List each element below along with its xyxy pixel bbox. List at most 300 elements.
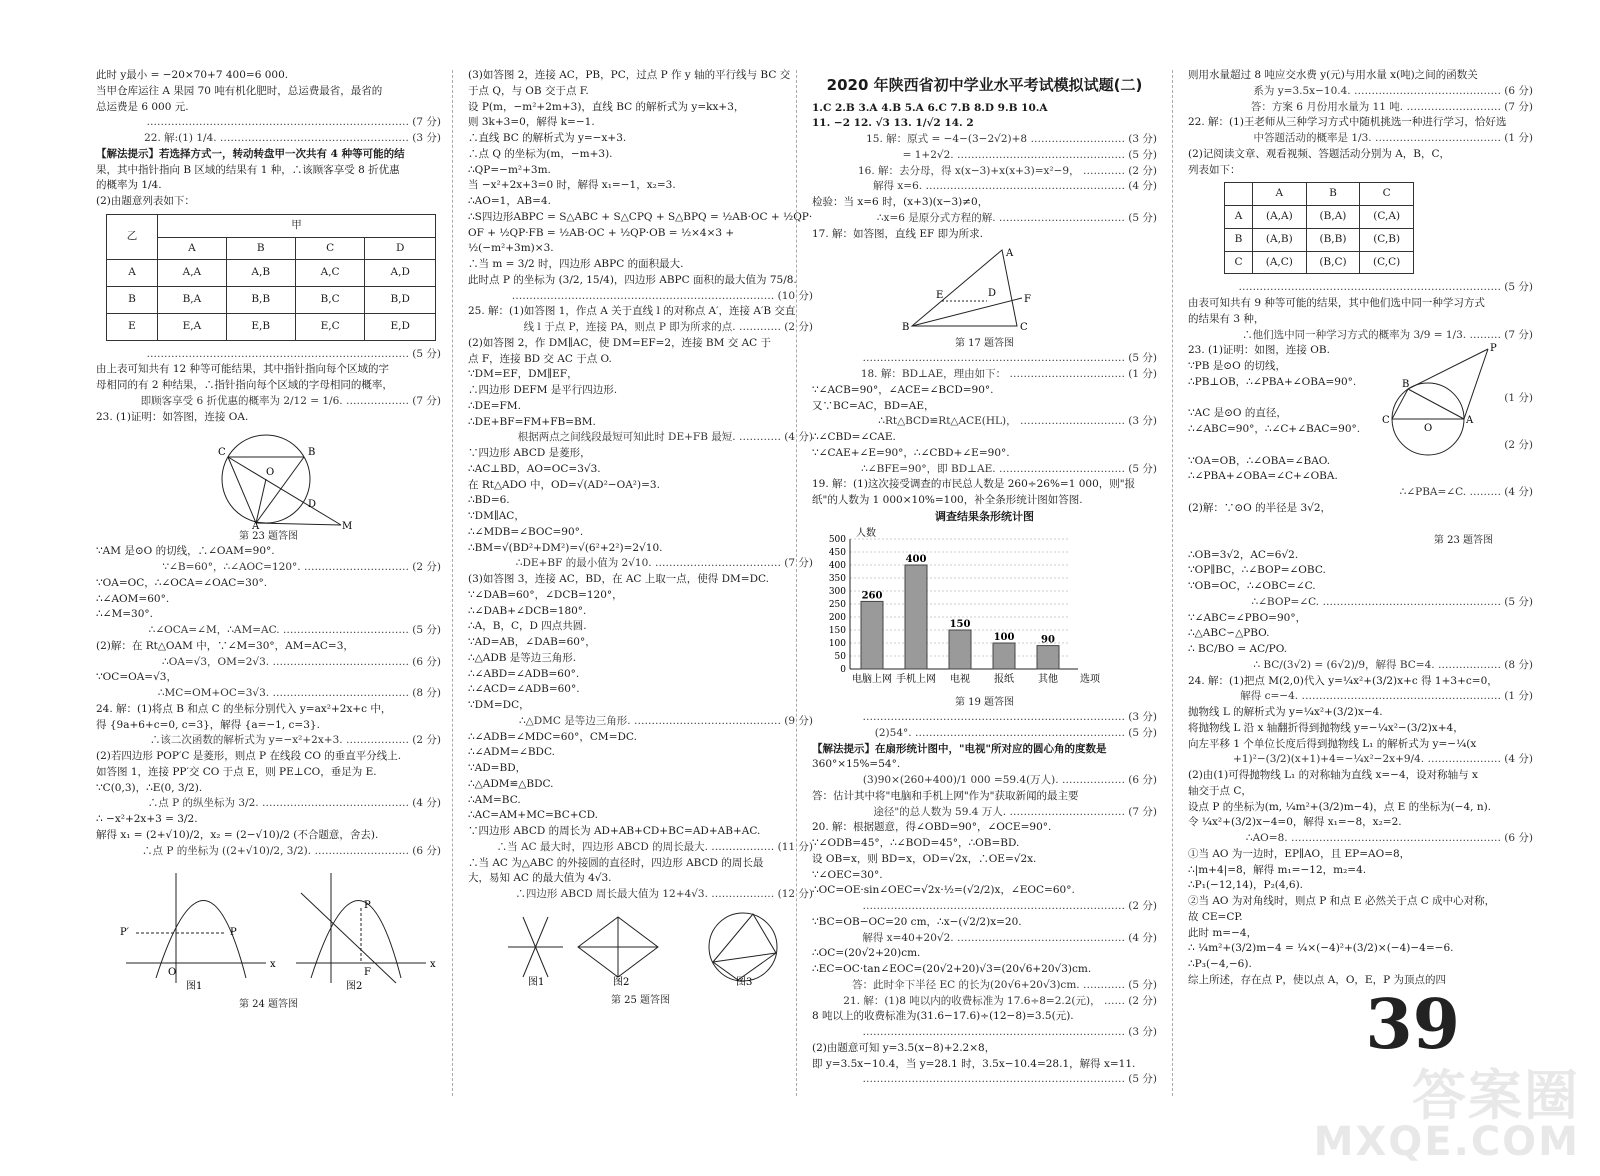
table-q22-col4 (1224, 182, 1414, 274)
table-header (1225, 183, 1253, 206)
text-line: ∵∠CAE+∠E=90°，∴∠CBD+∠E=90°. (812, 446, 1010, 459)
text-line: ∴PB⊥OB，∴∠PBA+∠OBA=90°. (1188, 375, 1357, 388)
table-cell: A,B (226, 260, 295, 287)
text-line: ………………………………………………………………… (5 分) (862, 1073, 1157, 1086)
text-line: ∴△ADB 是等边三角形. (468, 651, 577, 664)
geometry-diagrams (468, 907, 808, 987)
y-axis-label: 人数 (856, 528, 876, 540)
table-header: C (295, 237, 365, 260)
text-line: ∴当 AC 最大时，四边形 ABCD 的周长最大. ……………… (11 分) (496, 840, 813, 853)
text-line: 16. 解：去分母，得 x(x−3)+x(x+3)=x²−9， ………… (2 分) (858, 164, 1157, 177)
svg-text:M: M (342, 521, 353, 533)
text-line: +1)²−(3/2)(x+1)+4=−¼x²−2x+9/4. ………………… (4 分) (1233, 753, 1533, 766)
col4-lines-a (1188, 68, 1533, 178)
table-cell: B,A (158, 287, 227, 314)
table-cell: A,A (158, 260, 227, 287)
svg-text:P: P (230, 927, 237, 939)
y-tick-label: 450 (828, 548, 846, 559)
table-row (1225, 206, 1414, 229)
table-q22 (106, 214, 436, 341)
watermark-logo: 答案圈 (1412, 1064, 1580, 1127)
text-line: ∴EC=OC·tan∠EOC=(20√2+20)√3=(20√6+20√3)cm. (812, 963, 1092, 975)
text-line: ①当 AO 为一边时，EP∥AO，且 EP=AO=8， (1188, 847, 1411, 860)
text-line: 的结果有 3 种， (1188, 312, 1265, 325)
text-line: 【解法提示】在扇形统计图中，"电视"所对应的圆心角的度数是 (812, 742, 1107, 755)
text-line: 综上所述，存在点 P，使以点 A，O，E，P 为顶点的四 (1188, 973, 1446, 986)
table-cell: (A,A) (1253, 206, 1307, 229)
text-line: 17. 解：如答图，直线 EF 即为所求. (812, 227, 983, 240)
text-line: 【解法提示】若选择方式一，转动转盘甲一次共有 4 种等可能的结 (96, 147, 405, 160)
text-line: ∴点 P 的纵坐标为 3/2. …………………………………… (4 分) (147, 797, 441, 810)
col3-lines-b (812, 351, 1157, 509)
figure-q23-circle (96, 429, 441, 539)
text-line: 答：方案 6 月份用水量为 11 吨. ……………………… (7 分) (1250, 100, 1533, 113)
text-line: 当 −x²+2x+3=0 时，解得 x₁=−1，x₂=3. (468, 179, 676, 192)
bar (905, 565, 927, 669)
text-line: 得 {9a+6+c=0, c=3}，解得 {a=−1, c=3}. (96, 718, 320, 731)
svg-text:B: B (902, 322, 910, 334)
text-line: ∴∠OCA=∠M，∴AM=AC. ……………………………… (5 分) (148, 624, 441, 636)
text-line: 19. 解：(1)这次接受调查的市民总人数是 260÷26%=1 000，则"报 (812, 478, 1136, 491)
table-cell: B,B (226, 287, 295, 314)
page-number: 39 (1365, 985, 1460, 1065)
text-line: 线 l 于点 P，连接 PA，则点 P 即为所求的点. ………… (2 分) (523, 321, 813, 333)
text-line: 22. 解：(1)王老师从三种学习方式中随机挑选一种进行学习，恰好选 (1188, 116, 1507, 129)
y-tick-label: 300 (828, 587, 846, 598)
text-line: ∴∠BFE=90°，即 BD⊥AE. ……………………………… (5 分) (861, 462, 1157, 475)
text-line: ………………………………………………………………… (3 分) (862, 1026, 1157, 1038)
svg-text:F: F (1024, 294, 1031, 306)
text-line: 则 3k+3=0，解得 k=−1. (468, 116, 595, 129)
bar (1037, 646, 1059, 669)
text-line: (3)如答图 2，连接 AC，PB，PC，过点 P 作 y 轴的平行线与 BC 交 (468, 69, 791, 81)
text-line: 则用水量超过 8 吨应交水费 y(元)与用水量 x(吨)之间的函数关 (1188, 69, 1478, 81)
text-line: 于点 Q，与 OB 交于点 F. (468, 84, 589, 97)
text-line: 此时 m=−4， (1188, 926, 1258, 939)
text-line: ∴他们选中同一种学习方式的概率为 3/9 = 1/3. ……… (7 分) (1242, 328, 1533, 341)
text-line: (3)90×(260+400)/1 000 =59.4(万人). ……………… (6 分) (862, 774, 1157, 786)
text-line: 20. 解：根据题意，得∠OBD=90°，∠OCE=90°. (812, 821, 1052, 834)
text-line: 中答题活动的概率是 1/3. ……………………………… (1 分) (1253, 132, 1533, 144)
text-line: 由上表可知共有 12 种等可能结果，其中指针指向每个区域的字 (96, 363, 390, 376)
text-line: ∴x=6 是原分式方程的解. ……………………………… (5 分) (876, 211, 1157, 224)
category-label: 电脑上网 (852, 674, 892, 686)
text-line: ∵AD=BD， (468, 762, 527, 774)
table-cell: E,D (365, 313, 436, 340)
text-line: ∵OA=OC，∴∠OCA=∠OAC=30°. (96, 576, 268, 589)
text-line: ∵DM∥AC， (468, 510, 525, 522)
y-tick-label: 150 (828, 626, 846, 637)
text-line: 在 Rt△ADO 中，OD=√(AD²−OA²)=3. (468, 478, 660, 491)
svg-text:C: C (218, 447, 226, 459)
svg-text:F: F (364, 967, 371, 979)
figure-q24 (96, 863, 441, 993)
table-header: D (365, 237, 436, 260)
column-4 (1188, 68, 1533, 989)
text-line: ………………………………………………………………… (3 分) (862, 711, 1157, 723)
text-line: 360°×15%=54°. (812, 758, 901, 771)
text-line: 如答图 1，连接 PP′交 CO 于点 E，则 PE⊥CO，垂足为 E. (96, 765, 377, 778)
text-line: 设 OB=x，则 BD=x，OD=√2x，∴OE=√2x. (812, 852, 1037, 865)
table-cell: (B,B) (1306, 228, 1360, 251)
table-cell: E,B (226, 313, 295, 340)
text-line: ∴△ADM≌△BDC. (468, 777, 554, 790)
category-label: 手机上网 (896, 674, 936, 686)
text-line: ∵∠OEC=30°. (812, 868, 883, 881)
text-line: 解得 x=40+20√2. ………………………………………… (4 分) (862, 931, 1157, 944)
text-line: ∵BC=OB−OC=20 cm，∴x−(√2/2)x=20. (812, 915, 1022, 928)
svg-text:x: x (270, 959, 276, 971)
text-line: 母相同的有 2 种结果，∴指针指向每个区域的字母相同的概率， (96, 379, 393, 391)
text-line: ∵OC=OA=√3， (96, 671, 177, 684)
text-line: ∴ BC/(3√2) = (6√2)/9，解得 BC=4. ……………… (8 分) (1253, 658, 1533, 671)
x-axis-label: 选项 (1080, 674, 1100, 686)
text-line: 故 CE=CP. (1188, 910, 1243, 923)
table-cell: A (107, 260, 158, 287)
text-line: ∵∠B=60°，∴∠AOC=120°. ………………………… (2 分) (162, 561, 441, 573)
svg-text:B: B (308, 447, 316, 459)
svg-text:D: D (988, 288, 997, 300)
col3-lines-c (812, 710, 1157, 1088)
text-line: ∴△ABC∽△PBO. (1188, 627, 1270, 640)
y-tick-label: 200 (828, 613, 846, 624)
text-line: ∵∠DAB=60°，∠DCB=120°， (468, 588, 623, 601)
table-header: A (158, 237, 227, 260)
y-tick-label: 400 (828, 561, 846, 572)
table-corner: 乙 (107, 214, 158, 260)
text-line: ………………………………………………………………… (5 分) (146, 347, 441, 360)
y-tick-label: 0 (840, 665, 846, 676)
text-line: ∴∠BOP=∠C. …………………………………………… (5 分) (1251, 595, 1533, 608)
bar (949, 630, 971, 669)
text-line: 此时点 P 的坐标为 (3/2, 15/4)，四边形 ABPC 面积的最大值为 75/8. (468, 273, 797, 286)
text-line: ∵OA=OB，∴∠OBA=∠BAO. (1188, 454, 1331, 467)
table-cell: A,D (365, 260, 436, 287)
text-line: ∴S四边形ABPC = S△ABC + S△CPQ + S△BPQ = ½AB·OC + ½QP· (468, 210, 813, 223)
text-line: ∴四边形 ABCD 周长最大值为 12+4√3. ……………… (12 分) (515, 888, 813, 900)
y-tick-label: 500 (828, 535, 846, 546)
text-line: 根据两点之间线段最短可知此时 DE+FB 最短. ………… (4 分) (517, 431, 813, 444)
text-line: 抛物线 L 的解析式为 y=¼x²+(3/2)x−4. (1188, 706, 1383, 718)
text-line: ∵AM 是⊙O 的切线，∴∠OAM=90°. (96, 545, 275, 558)
category-label: 其他 (1038, 674, 1058, 686)
text-line: 将抛物线 L 沿 x 轴翻折得到抛物线 y=−¼x²−(3/2)x+4， (1188, 721, 1464, 734)
table-cell: A,C (295, 260, 365, 287)
column-2 (468, 68, 813, 1008)
text-line: 此时 y最小 = −20×70+7 400=6 000. (96, 69, 289, 81)
text-line: ∴P₁(−12,14)，P₂(4,6). (1188, 879, 1304, 892)
text-line: ∵∠ODB=45°，∴∠BOD=45°，∴OB=BD. (812, 837, 1020, 849)
table-cell: B,D (365, 287, 436, 314)
text-line: 向左平移 1 个单位长度后得到抛物线 L₁ 的解析式为 y=−¼(x (1188, 737, 1477, 750)
svg-text:A: A (1006, 248, 1014, 260)
text-line: ∵OP∥BC，∴∠BOP=∠OBC. (1188, 564, 1326, 577)
text-line: 由表可知共有 9 种等可能的结果，其中他们选中同一种学习方式 (1188, 297, 1485, 309)
data-label: 100 (993, 632, 1015, 644)
text-line: ∴DE+BF 的最小值为 2√10. ……………………………… (7 分) (515, 557, 813, 570)
table-cell: (A,B) (1253, 228, 1307, 251)
figure-q25 (468, 907, 813, 989)
text-line: ∴△DMC 是等边三角形. …………………………………… (9 分) (518, 714, 813, 727)
text-line: 8 吨以上的收费标准为(31.6−17.6)÷(12−8)=3.5(元). (812, 1010, 1074, 1023)
data-label: 90 (1041, 634, 1055, 646)
y-tick-label: 50 (834, 652, 846, 663)
text-line: ∴OC=OE·sin∠OEC=√2x·½=(√2/2)x，∠EOC=60°. (812, 884, 1075, 897)
text-line: 18. 解：BD⊥AE，理由如下： …………………………… (1 分) (860, 368, 1157, 380)
col1-mid-lines (96, 347, 441, 426)
text-line: 23. (1)证明：如答图，连接 OA. (96, 410, 249, 423)
table-header: A (1253, 183, 1307, 206)
fig19-caption: 第 19 题答图 (954, 697, 1015, 708)
table-row (1225, 228, 1414, 251)
svg-text:A: A (1466, 414, 1474, 426)
fig23-col4-caption: 第 23 题答图 (1433, 534, 1493, 546)
text-line: (1 分) (1504, 391, 1533, 404)
svg-text:P: P (1490, 342, 1497, 354)
text-line: ∴DE+BF=FM+FB=BM. (468, 415, 596, 428)
text-line: ∴OA=√3，OM=2√3. ………………………………… (6 分) (162, 655, 441, 668)
text-line: 点 F，连接 BD 交 AC 于点 O. (468, 352, 612, 365)
figure-q17 (812, 246, 1157, 332)
bar (993, 643, 1015, 669)
data-label: 150 (949, 619, 971, 631)
text-line: ∴∠PBA+∠OBA=∠C+∠OBA. (1188, 470, 1338, 483)
text-line: ∴直线 BC 的解析式为 y=−x+3. (468, 132, 627, 144)
parabola-diagrams (96, 863, 436, 991)
text-line: ∴AC=AM+MC=BC+CD. (468, 809, 598, 822)
table-header: B (1306, 183, 1360, 206)
text-line: (2)由题意可知 y=3.5(x−8)+2.2×8， (812, 1041, 996, 1054)
table-header: C (1360, 183, 1414, 206)
text-line: ∴∠ADM=∠BDC. (468, 746, 555, 759)
fig17-caption: 第 17 题答图 (954, 338, 1015, 350)
text-line: (2)若四边形 POP′C 是菱形，则点 P 在线段 CO 的垂直平分线上. (96, 750, 402, 762)
text-line: ∴∠DAB+∠DCB=180°. (468, 604, 587, 617)
chart-title: 调查结果条形统计图 (935, 509, 1034, 523)
text-line: 即顾客享受 6 折优惠的概率为 2/12 = 1/6. ……………… (7 分) (140, 394, 441, 407)
circle-tangent-diagram (1378, 341, 1498, 461)
text-line: ∵OB=OC，∴∠OBC=∠C. (1188, 580, 1316, 592)
table-cell: (A,C) (1253, 251, 1307, 274)
fig25-caption: 第 25 题答图 (610, 994, 671, 1006)
y-tick-label: 100 (828, 639, 846, 650)
text-line: ………………………………………………………………… (5 分) (1238, 281, 1533, 294)
text-line: 设 P(m，−m²+2m+3)，直线 BC 的解析式为 y=kx+3， (468, 100, 745, 113)
text-line: 系为 y=3.5x−10.4. …………………………………… (6 分) (1253, 84, 1533, 97)
text-line: ∴∠M=30°. (96, 608, 153, 621)
text-line: ∴A，B，C，D 四点共圆. (468, 620, 587, 633)
text-line: ∵DM=DC， (468, 699, 530, 711)
data-label: 260 (861, 590, 883, 602)
text-line: ………………………………………………………………… (10 分) (511, 289, 813, 302)
fig25-sub3: 图3 (736, 976, 753, 988)
text-line: (2)解：∵⊙O 的半径是 3√2， (1188, 501, 1332, 514)
text-line: ∴∠AOM=60°. (96, 592, 170, 605)
text-line: 解得 x=6. ………………………………………………… (4 分) (873, 180, 1157, 193)
text-line: ∴BM=√(BD²+DM²)=√(6²+2²)=2√10. (468, 541, 663, 554)
text-line: ∴∠CBD=∠CAE. (812, 431, 896, 443)
table-cell: E,A (158, 313, 227, 340)
col1-bottom-lines (96, 544, 441, 859)
text-line: ∴MC=OM+OC=3√3. ………………………………… (8 分) (157, 687, 441, 699)
y-tick-label: 350 (828, 574, 846, 585)
text-line: (2)解：在 Rt△OAM 中，∵∠M=30°，AM=AC=3， (96, 639, 354, 652)
text-line: ∴当 m = 3/2 时，四边形 ABPC 的面积最大. (468, 258, 684, 270)
text-line: ∴∠MDB=∠BOC=90°. (468, 525, 584, 538)
text-line: 轴交于点 C， (1188, 784, 1252, 797)
text-line: (2)由(1)可得抛物线 L₁ 的对称轴为直线 x=−4，设对称轴与 x (1188, 769, 1478, 781)
answers-fill: 11. −2 12. √3 13. 1/√2 14. 2 (812, 117, 974, 130)
text-line: 列表如下： (1188, 163, 1241, 176)
category-label: 电视 (950, 674, 970, 686)
text-line: 22. 解:(1) 1/4. ……………………………………………… (3 分) (144, 132, 441, 144)
text-line: ∵四边形 ABCD 是菱形， (468, 447, 591, 459)
text-line: ∵AC 是⊙O 的直径， (1188, 407, 1287, 420)
text-line: ½(−m²+3m)×3. (468, 242, 554, 255)
text-line: ………………………………………………………………… (7 分) (146, 116, 441, 129)
text-line: ∴∠ABD=∠ADB=60°. (468, 667, 580, 680)
text-line: 令 ¼x²+(3/2)x−4=0，解得 x₁=−8，x₂=2. (1188, 816, 1402, 829)
text-line: ∵∠ABC=∠PBO=90°， (1188, 611, 1307, 624)
table-row (1225, 251, 1414, 274)
text-line: 检验：当 x=6 时，(x+3)(x−3)≠0， (812, 196, 989, 208)
table-cell: A (1225, 206, 1253, 229)
text-line: ∵四边形 ABCD 的周长为 AD+AB+CD+BC=AD+AB+AC. (468, 825, 761, 837)
table-cell: (C,B) (1360, 228, 1414, 251)
text-line: ∴Rt△BCD≌Rt△ACE(HL)， ………………………… (3 分) (878, 415, 1157, 428)
text-line: ∴∠PBA=∠C. ……… (4 分) (1399, 486, 1533, 498)
text-line: 答：此时伞下半径 EC 的长为(20√6+20√3)cm. ………… (5 分) (852, 978, 1157, 991)
svg-text:P′: P′ (120, 927, 129, 939)
svg-text:D: D (308, 499, 317, 511)
text-line: ∴AO=8. …………………………………………………… (6 分) (1245, 832, 1533, 844)
svg-text:O: O (266, 467, 275, 479)
text-line: ∴AC⊥BD，AO=OC=3√3. (468, 462, 601, 475)
table-cell: E (107, 313, 158, 340)
table-cell: (C,A) (1360, 206, 1414, 229)
y-tick-label: 250 (828, 600, 846, 611)
text-line: ∴当 AC 为△ABC 的外接圆的直径时，四边形 ABCD 的周长最 (468, 856, 764, 869)
fig25-sub2: 图2 (613, 976, 630, 988)
fig24-sub1: 图1 (186, 981, 203, 993)
column-3 (812, 68, 1157, 1088)
text-line: (3)如答图 3，连接 AC，BD，在 AC 上取一点，使得 DM=DC. (468, 573, 769, 585)
text-line: 又∵BC=AC，BD=AE， (812, 399, 935, 412)
text-line: OF + ½QP·FB = ½AB·OC + ½QP·OB = ½×4×3 + (468, 226, 735, 239)
text-line: ∴ BC/BO = AC/PO. (1188, 643, 1288, 655)
text-line: ②当 AO 为对角线时，则点 P 和点 E 必然关于点 C 成中心对称， (1188, 895, 1496, 907)
fig24-caption: 第 24 题答图 (238, 999, 299, 1011)
text-line: (2)由题意列表如下： (96, 195, 195, 207)
text-line: ∴AM=BC. (468, 793, 521, 806)
table-row (107, 260, 436, 287)
table-top-header: 甲 (158, 214, 436, 237)
text-line: ∴OC=(20√2+20)cm. (812, 947, 921, 960)
text-line: ∵C(0,3)，∴E(0, 3/2). (96, 781, 203, 794)
text-line: 24. 解：(1)把点 M(2,0)代入 y=¼x²+(3/2)x+c 得 1+3+c=0， (1188, 674, 1498, 687)
text-line: (2)如答图 2，作 DM∥AC，使 DM=EF=2，连接 BM 交 AC 于 (468, 336, 772, 349)
col3-lines-a (812, 132, 1157, 242)
text-line: ∴∠ABC=90°，∴∠C+∠BAC=90°. (1188, 423, 1361, 435)
text-line: ∵∠ACB=90°，∠ACE=∠BCD=90°. (812, 383, 994, 396)
table-cell: B (1225, 228, 1253, 251)
text-line: 大，易知 AC 的最大值为 4√3. (468, 872, 612, 885)
circle-diagram (96, 429, 436, 533)
text-line: ∴DE=FM. (468, 399, 521, 412)
text-line: 纸"的人数为 1 000×10%=100，补全条形统计图如答图. (812, 494, 1083, 506)
answers-mc: 1.C 2.B 3.A 4.B 5.A 6.C 7.B 8.D 9.B 10.A (812, 101, 1048, 114)
text-line: ∴ ¼m²+(3/2)m−4 = ¼×(−4)²+(3/2)×(−4)−4=−6. (1188, 942, 1454, 955)
text-line: ∴∠ADB=∠MDC=60°，CM=DC. (468, 730, 637, 743)
svg-text:C: C (1382, 414, 1390, 426)
col1-top-lines (96, 68, 441, 210)
text-line: ∵DM=EF，DM∥EF， (468, 368, 578, 381)
text-line: ∵PB 是⊙O 的切线， (1188, 360, 1287, 372)
text-line: ∴∠ACD=∠ADB=60°. (468, 683, 580, 696)
text-line: ∵AD=AB，∠DAB=60°， (468, 636, 596, 648)
fig23-caption: 第 23 题答图 (238, 531, 299, 543)
bar-chart (816, 525, 1100, 689)
text-line: ………………………………………………………………… (2 分) (862, 900, 1157, 912)
text-line: (2)记阅读文章、观看视频、答题活动分别为 A，B，C， (1188, 147, 1451, 160)
svg-text:A: A (252, 521, 260, 533)
svg-text:x: x (430, 959, 436, 971)
svg-text:C: C (1020, 322, 1028, 334)
text-line: ∴OB=3√2，AC=6√2. (1188, 548, 1299, 561)
text-line: (2)54°. …………………………………………………… (5 分) (874, 726, 1157, 739)
text-line: ∴该二次函数的解析式为 y=−x²+2x+3. ……………… (2 分) (149, 734, 441, 747)
text-line: 答：估计其中将"电脑和手机上网"作为"获取新闻的最主要 (812, 789, 1079, 802)
text-line: 果，其中指针指向 B 区域的结果有 1 种，∴该顾客享受 8 折优惠 (96, 163, 400, 176)
text-line: ∴点 P 的坐标为 ((2+√10)/2, 3/2). ……………………… (6 分) (141, 844, 441, 857)
text-line: 15. 解：原式 = −4−(3−2√2)+8 ……………………… (3 分) (866, 133, 1157, 145)
table-row (107, 287, 436, 314)
text-line: ∴|m+4|=8，解得 m₁=−12，m₂=4. (1188, 863, 1367, 876)
col2-lines (468, 68, 813, 903)
svg-text:B: B (1402, 378, 1410, 390)
text-line: ∴BD=6. (468, 494, 510, 507)
text-line: 24. 解：(1)将点 B 和点 C 的坐标分别代入 y=ax²+2x+c 中， (96, 702, 392, 715)
text-line: 途径"的总人数为 59.4 万人. …………………………… (7 分) (873, 805, 1157, 818)
text-line: 21. 解：(1)8 吨以内的收费标准为 17.6÷8=2.2(元)， …… (2 分) (843, 994, 1157, 1007)
text-line: 解得 x₁ = (2+√10)/2，x₂ = (2−√10)/2 (不合题意，舍去). (96, 828, 379, 841)
svg-text:P: P (364, 900, 371, 912)
svg-text:O: O (168, 967, 177, 979)
fig24-sub2: 图2 (346, 981, 363, 993)
text-line: ………………………………………………………………… (5 分) (862, 352, 1157, 365)
text-line: 解得 c=−4. ………………………………………………… (1 分) (1240, 690, 1533, 703)
column-1 (96, 68, 441, 1012)
table-cell: (B,C) (1306, 251, 1360, 274)
text-line: 设点 P 的坐标为(m, ¼m²+(3/2)m−4)，点 E 的坐标为(−4, n). (1188, 800, 1492, 813)
text-line: ∴点 Q 的坐标为(m，−m+3). (468, 147, 613, 160)
table-cell: B,C (295, 287, 365, 314)
fig25-sub1: 图1 (528, 976, 545, 988)
table-cell: (C,C) (1360, 251, 1414, 274)
text-line: = 1+2√2. ………………………………………… (5 分) (902, 148, 1157, 161)
text-line: 即 y=3.5x−10.4，当 y=28.1 时，3.5x−10.4=28.1，解得 x=11. (812, 1057, 1136, 1070)
table-cell: C (1225, 251, 1253, 274)
table-cell: B (107, 287, 158, 314)
exam-title: 2020 年陕西省初中学业水平考试模拟试题(二) (826, 76, 1143, 94)
table-header: B (226, 237, 295, 260)
bar (861, 602, 883, 670)
text-line: 25. 解：(1)如答图 1，作点 A 关于直线 l 的对称点 A′，连接 A′B 交直 (468, 305, 796, 318)
svg-text:O: O (1424, 422, 1433, 434)
table-row (107, 313, 436, 340)
text-line: 23. (1)证明：如图，连接 OB. (1188, 344, 1330, 357)
col4-lines-c (1188, 548, 1533, 989)
